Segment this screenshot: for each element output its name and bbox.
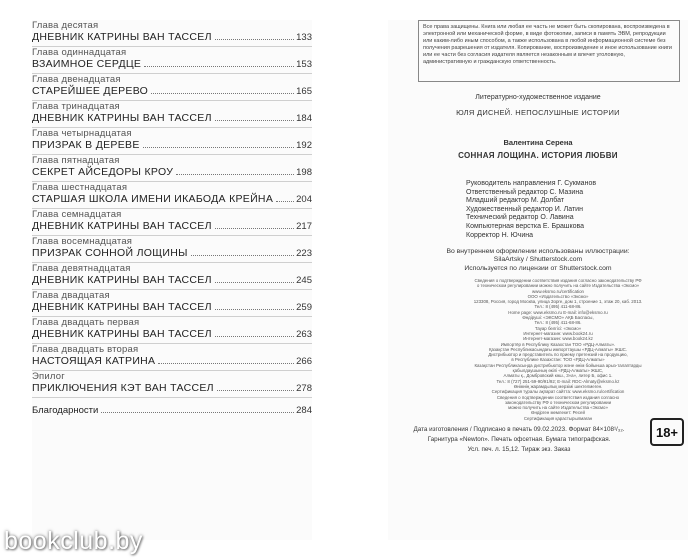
toc-entry (32, 236, 312, 263)
fineprint-line: Тауар белгісі: «Эксмо» (534, 325, 582, 331)
credit-line: Руководитель направления Г. Сукманов (466, 180, 597, 187)
toc-line (32, 404, 312, 417)
toc-line (32, 220, 312, 233)
toc-leader-dots (144, 66, 294, 67)
toc-chapter-label: Эпилог (32, 371, 65, 382)
toc-title: ДНЕВНИК КАТРИНЫ ВАН ТАССЕЛ (32, 328, 212, 340)
toc-title: ПРИЗРАК СОННОЙ ЛОЩИНЫ (32, 247, 188, 259)
toc-entry (32, 47, 312, 74)
toc-title: ДНЕВНИК КАТРИНЫ ВАН ТАССЕЛ (32, 31, 212, 43)
toc-entry (32, 404, 312, 431)
fineprint-line: Казақстан Республикасында дистрибьютор және өнім бойынша арыз-талаптарды (474, 362, 642, 368)
toc-entry (32, 263, 312, 290)
toc-chapter-label: Глава шестнадцатая (32, 182, 128, 193)
toc-entry (32, 317, 312, 344)
series-name: ЮЛЯ ДИСНЕЙ. НЕПОСЛУШНЫЕ ИСТОРИИ (456, 108, 620, 117)
author-name: Валентина Серена (503, 138, 573, 147)
credit-line: Корректор Н. Ючина (466, 231, 533, 239)
rights-notice: Все права защищены. Книга или любая ее часть не может быть скопирована, воспроизведена в электронной или механической форме, в виде фотокопии, записи в память ЭВМ, репродукции или каким-либо иным способом, а также использована в любой информационной системе без получения разрешения от издателя. Копирование, воспроизведение и иное использование книги или ее части без согласия издателя является незаконным и влечет уголовную, административную и гражданскую ответственность. (418, 20, 680, 82)
print-run: Усл. печ. л. 15,12. Тираж экз. Заказ (467, 446, 571, 453)
fineprint-line: Тел.: 8 (727) 251-59-90/91/92; E-mail: RDC-Almaty@eksmo.kz (496, 378, 620, 384)
fineprint-line: www.eksmo.ru/certification (532, 288, 584, 294)
toc-title: ДНЕВНИК КАТРИНЫ ВАН ТАССЕЛ (32, 301, 212, 313)
toc-line (32, 85, 312, 98)
toc-divider (32, 397, 312, 398)
fineprint-line: 123308, Россия, город Москва, улица Зорге, дом 1, строение 1, этаж 20, каб. 2013. (473, 299, 643, 305)
toc-page-number: 192 (296, 140, 312, 151)
watermark-logo: bookclub.by (4, 527, 143, 555)
illustration-line: SilaArtsky / Shutterstock.com (493, 256, 583, 264)
illustration-line: Используется по лицензии от Shutterstock.com (464, 264, 612, 272)
toc-chapter-label: Глава семнадцатая (32, 209, 122, 220)
toc-leader-dots (217, 390, 294, 391)
toc-entry (32, 128, 312, 155)
toc-leader-dots (215, 309, 294, 310)
fineprint-line: Интернет-магазин: www.book24.kz (523, 336, 593, 342)
toc-entry (32, 182, 312, 209)
toc-title: ВЗАИМНОЕ СЕРДЦЕ (32, 58, 142, 70)
toc-entry (32, 290, 312, 317)
fineprint-line: Өндірген мемлекет: Ресей (531, 410, 585, 416)
fineprint-line: Импортёр в Республику Казахстан ТОО «РДЦ-Алматы». (500, 341, 616, 347)
toc-line (32, 328, 312, 341)
toc-line (32, 139, 312, 152)
toc-page-number: 245 (296, 275, 312, 286)
illustration-credits (388, 248, 688, 273)
toc-chapter-label: Глава одиннадцатая (32, 47, 127, 58)
toc-line (32, 247, 312, 260)
toc-leader-dots (158, 363, 294, 364)
fineprint-line: Сертификация қарастырылмаған (523, 415, 593, 421)
toc-chapter-label: Глава десятая (32, 20, 99, 31)
toc-page-number: 278 (296, 383, 312, 394)
fineprint-line: Сведения о подтверждении соответствия издания согласно законодательству РФ (474, 278, 642, 283)
imprint-page (388, 20, 688, 540)
toc-title: СЕКРЕТ АЙСЕДОРЫ КРОУ (32, 166, 174, 178)
fineprint-line: Қазақстан Республикасындағы импорттаушы «РДЦ-Алматы» ЖШС. (488, 346, 628, 352)
toc-title: ДНЕВНИК КАТРИНЫ ВАН ТАССЕЛ (32, 274, 212, 286)
toc-page-number: 259 (296, 302, 312, 313)
toc-entry (32, 371, 312, 398)
toc-line (32, 193, 312, 206)
toc-chapter-label: Глава двадцать вторая (32, 344, 139, 355)
credit-line: Компьютерная верстка Е. Брашкова (466, 222, 585, 230)
toc-page-number: 198 (296, 167, 312, 178)
credit-line: Художественный редактор И. Латин (466, 205, 583, 213)
fineprint-line: в Республике Казахстан: ТОО «РДЦ-Алматы» (511, 357, 605, 363)
toc-chapter-label: Глава двенадцатая (32, 74, 121, 85)
toc-leader-dots (143, 147, 295, 148)
credits-list (466, 180, 666, 240)
toc-chapter-label: Глава двадцать первая (32, 317, 140, 328)
toc-leader-dots (215, 120, 294, 121)
toc-chapter-label: Глава двадцатая (32, 290, 110, 301)
toc-page-number: 133 (296, 32, 312, 43)
toc-chapter-label: Глава девятнадцатая (32, 263, 131, 274)
legal-fineprint (448, 278, 668, 421)
toc-chapter-label: Глава пятнадцатая (32, 155, 120, 166)
toc-line (32, 382, 312, 395)
toc-line (32, 112, 312, 125)
toc-chapter-label: Глава восемнадцатая (32, 236, 133, 247)
fineprint-line: законодательству РФ о техническом регулировании (504, 399, 612, 405)
credit-line: Технический редактор О. Лавина (466, 214, 574, 222)
toc-page-number: 204 (296, 194, 312, 205)
toc-leader-dots (215, 336, 294, 337)
signed-for-print: Дата изготовления / Подписано в печать 09.02.2023. Формат 84×108¹/₃₂. (413, 426, 625, 433)
toc-line (32, 31, 312, 44)
toc-line (32, 301, 312, 314)
toc-chapter-label: Глава четырнадцатая (32, 128, 132, 139)
toc-entry (32, 101, 312, 128)
toc-leader-dots (176, 174, 294, 175)
toc-page-number: 223 (296, 248, 312, 259)
toc-entry (32, 74, 312, 101)
contents-page (32, 20, 312, 540)
toc-title: СТАРЕЙШЕЕ ДЕРЕВО (32, 85, 149, 97)
toc-title: СТАРШАЯ ШКОЛА ИМЕНИ ИКАБОДА КРЕЙНА (32, 193, 274, 205)
toc-leader-dots (215, 39, 294, 40)
fineprint-line: Алматы қ., Домбровский көш., 3«а», литер Б, офис 1. (503, 373, 613, 379)
toc-page-number: 184 (296, 113, 312, 124)
fineprint-line: Тел.: 8 (495) 411-68-86. (534, 304, 582, 310)
toc-title: ДНЕВНИК КАТРИНЫ ВАН ТАССЕЛ (32, 112, 212, 124)
toc-page-number: 263 (296, 329, 312, 340)
genre-label: Литературно-художественное издание (475, 94, 601, 101)
toc-line (32, 274, 312, 287)
toc-entry (32, 155, 312, 182)
credit-line: Ответственный редактор С. Мазина (466, 188, 584, 196)
book-title: СОННАЯ ЛОЩИНА. ИСТОРИЯ ЛЮБВИ (458, 151, 618, 160)
toc-title: НАСТОЯЩАЯ КАТРИНА (32, 355, 156, 367)
toc-title: ДНЕВНИК КАТРИНЫ ВАН ТАССЕЛ (32, 220, 212, 232)
toc-page-number: 165 (296, 86, 312, 97)
fineprint-line: о техническом регулировании можно получить на сайте Издательства «Эксмо» (476, 283, 640, 289)
fineprint-line: Сертификация туралы ақпарат сайтта: www.eksmo.ru/certification (491, 389, 625, 395)
toc-page-number: 217 (296, 221, 312, 232)
fineprint-line: Өнімнің жарамдылық мерзімі шектелмеген. (513, 383, 603, 389)
toc-chapter-label: Глава тринадцатая (32, 101, 120, 112)
age-rating-badge: 18+ (650, 418, 684, 446)
fineprint-line: Өндіруші: «ЭКСМО» АҚБ Баспасы, (522, 315, 594, 321)
fineprint-line: ООО «Издательство «Эксмо» (527, 293, 589, 299)
toc-leader-dots (215, 228, 294, 229)
toc-entry (32, 20, 312, 47)
fineprint-line: Home page: www.eksmo.ru E-mail: info@eksmo.ru (508, 309, 608, 315)
credit-line: Младший редактор М. Долбат (466, 197, 565, 205)
toc-line (32, 58, 312, 71)
toc-page-number: 284 (296, 405, 312, 416)
fineprint-line: Сведения о подтверждении соответствия издания согласно (496, 394, 620, 400)
toc-page-number: 153 (296, 59, 312, 70)
fineprint-line: қабылдаушының өкілі «РДЦ-Алматы» ЖШС, (512, 368, 604, 374)
toc-title: ПРИКЛЮЧЕНИЯ КЭТ ВАН ТАССЕЛ (32, 382, 214, 394)
fineprint-line: Интернет-магазин: www.book24.ru (523, 330, 593, 336)
toc-title: ПРИЗРАК В ДЕРЕВЕ (32, 139, 140, 151)
book-spread (18, 12, 682, 548)
toc-leader-dots (276, 201, 294, 202)
toc-leader-dots (215, 282, 294, 283)
toc-leader-dots (191, 255, 294, 256)
toc-entry (32, 209, 312, 236)
print-details: Гарнитура «Newton». Печать офсетная. Бумага типографская. (427, 436, 611, 443)
toc-line (32, 166, 312, 179)
toc-entry (32, 344, 312, 371)
toc-line (32, 355, 312, 368)
fineprint-line: Тел.: 8 (495) 411-68-86. (534, 320, 582, 326)
toc-leader-dots (101, 412, 294, 413)
toc-title: Благодарности (32, 405, 99, 416)
illustration-line: Во внутреннем оформлении использованы иллюстрации: (446, 248, 630, 255)
toc-leader-dots (151, 93, 294, 94)
fineprint-line: можно получить на сайте Издательства «Эксмо» (508, 405, 608, 411)
toc-page-number: 266 (296, 356, 312, 367)
fineprint-line: Дистрибьютор и представитель по приему претензий на продукцию, (488, 352, 628, 358)
